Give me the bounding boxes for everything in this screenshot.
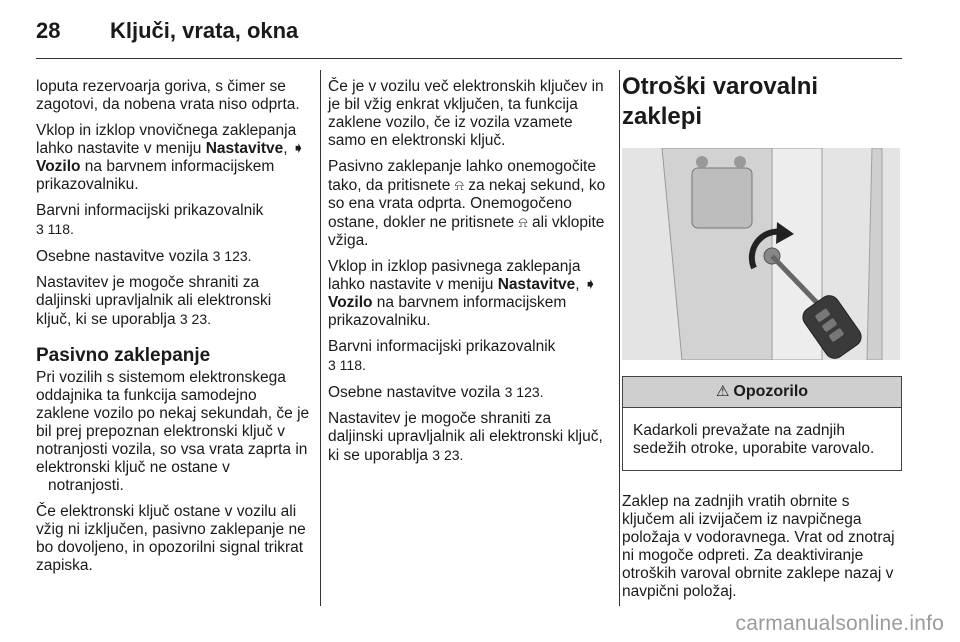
column-left <box>36 78 310 583</box>
text: Osebne nastavitve vozila <box>36 248 213 265</box>
text: Pasivno zaklepanje lahko onemogočite tako, da pritisnete <box>328 158 596 194</box>
text: Nastavitev je mogoče shraniti za daljinski upravljalnik ali elektronski ključ, ki se uporablja <box>36 274 272 328</box>
page-reference: 3 23. <box>432 447 464 463</box>
paragraph <box>36 202 310 239</box>
text: na barvnem informacijskem prikazovalniku. <box>36 158 275 193</box>
page-title: Ključi, vrata, okna <box>110 18 299 43</box>
header-divider <box>36 58 902 59</box>
text: za nekaj sekund, ko so ena vrata odprta. Onemogočeno ostane, dokler ne pritisnete <box>328 177 606 231</box>
page-reference: 3 118. <box>328 357 366 373</box>
text: Vklop in izklop vnovičnega zaklepanja lahko nastavite v meniju <box>36 122 297 157</box>
section-heading: Otroški varovalni zaklepi <box>622 73 819 130</box>
paragraph: Zaklep na zadnjih vratih obrnite s ključem ali izvijačem iz navpičnega položaja v vodoravnega. Vrat od znotraj ni mogoče odpreti. Za deaktiviranje otroških varoval obrnite zaklepe nazaj v navpični položaj. <box>622 493 895 600</box>
menu-path-vehicle: Vozilo <box>36 158 81 175</box>
text: Nastavitev je mogoče shraniti za daljinski upravljalnik ali elektronski ključ, ki se uporablja <box>328 410 603 464</box>
paragraph: loputa rezervoarja goriva, s čimer se zagotovi, da nobena vrata niso odprta. <box>36 78 300 113</box>
section-heading: Pasivno zaklepanje <box>36 345 211 366</box>
column-divider <box>320 70 321 606</box>
warning-title: Opozorilo <box>733 383 809 400</box>
column-right <box>622 72 904 609</box>
column-divider <box>619 70 620 606</box>
page-reference: 3 123. <box>504 384 544 400</box>
paragraph <box>36 247 310 266</box>
arrow-icon: ➧ <box>291 140 305 157</box>
paragraph: Če je v vozilu več elektronskih ključev in je bil vžig enkrat vključen, ta funkcija zaklene vozilo, če iz vozila vzamete samo en elektronski ključ. <box>328 78 604 149</box>
warning-header <box>623 377 901 408</box>
lock-icon: ⍾ <box>518 214 528 230</box>
paragraph: Vklop in izklop vnovičnega zaklepanja lahko nastavite v meniju Nastavitve, ➧ Vozilo na barvnem informacijskem prikazovalniku. <box>36 122 305 193</box>
page-reference: 3 23. <box>179 311 212 327</box>
text: Barvni informacijski prikazovalnik <box>328 338 556 355</box>
column-middle <box>328 78 606 473</box>
page-header <box>36 18 902 58</box>
text: ali vklopite vžiga. <box>328 214 605 249</box>
arrow-icon: ➧ <box>583 276 597 293</box>
page-reference: 3 123. <box>212 248 252 264</box>
menu-path-settings: Nastavitve <box>497 276 576 293</box>
door-key-illustration <box>622 148 900 360</box>
text: notranjosti. <box>48 477 124 494</box>
warning-text: Kadarkoli prevažate na zadnjih sedežih otroke, uporabite varovalo. <box>633 422 875 457</box>
paragraph <box>328 410 606 465</box>
lock-icon: ⍾ <box>454 177 464 193</box>
text: Vklop in izklop pasivnega zaklepanja lahko nastavite v meniju <box>328 258 581 293</box>
paragraph: Če elektronski ključ ostane v vozilu ali vžig ni izključen, pasivno zaklepanje ne bo dovoljeno, in opozorilni signal trikrat zapiska. <box>36 503 306 574</box>
paragraph <box>328 338 606 375</box>
text: Pri vozilih s sistemom elektronskega oddajnika ta funkcija samodejno zaklene vozilo po nekaj sekundah, če je bil prej prepoznan elektronski ključ v notranjosti vozila, so vsa vrata zaprta in elektronski ključ ne ostane v <box>36 369 310 476</box>
page-reference: 3 118. <box>36 221 74 237</box>
watermark: carmanualsonline.info <box>735 612 944 635</box>
paragraph <box>36 369 310 495</box>
paragraph: Vklop in izklop pasivnega zaklepanja lahko nastavite v meniju Nastavitve, ➧ Vozilo na barvnem informacijskem prikazovalniku. <box>328 258 597 329</box>
text: Barvni informacijski prikazovalnik <box>36 202 264 219</box>
child-lock-illustration <box>622 148 900 360</box>
paragraph <box>328 158 606 250</box>
warning-box <box>622 376 902 471</box>
menu-path-vehicle: Vozilo <box>328 294 373 311</box>
paragraph <box>36 274 310 329</box>
menu-path-settings: Nastavitve <box>205 140 284 157</box>
warning-icon: ⚠ <box>715 383 730 400</box>
text: Osebne nastavitve vozila <box>328 384 505 401</box>
paragraph <box>328 383 606 402</box>
page-number: 28 <box>36 18 61 43</box>
text: na barvnem informacijskem prikazovalniku. <box>328 294 567 329</box>
